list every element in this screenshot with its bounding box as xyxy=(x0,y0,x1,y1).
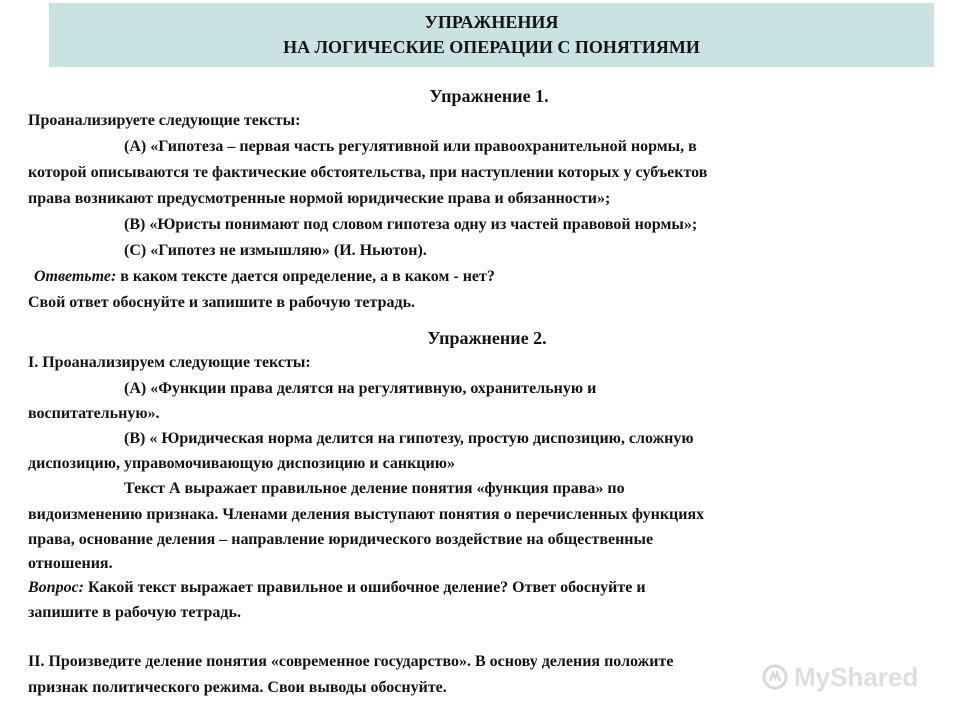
exercise2-question-line2: запишите в рабочую тетрадь. xyxy=(28,604,241,621)
exercise1-intro: Проанализируете следующие тексты: xyxy=(28,112,301,129)
exercise2-text-a-line1: (А) «Функции права делятся на регулятивную, охранительную и xyxy=(124,380,597,397)
question-label: Вопрос: xyxy=(28,579,84,596)
exercise1-text-b: (В) «Юристы понимают под словом гипотеза одну из частей правовой нормы»; xyxy=(124,216,698,233)
exercise1-instruction: Свой ответ обоснуйте и запишите в рабочую тетрадь. xyxy=(28,294,416,311)
header-title-line1: УПРАЖНЕНИЯ xyxy=(424,12,559,32)
exercise2-text-b-line2: диспозицию, управомочивающую диспозицию и санкцию» xyxy=(28,455,455,472)
exercise1-text-c: (С) «Гипотез не измышляю» (И. Ньютон). xyxy=(124,242,427,259)
exercise2-part2-line1: II. Произведите деление понятия «современное государство». В основу деления положите xyxy=(28,653,674,670)
exercise2-title: Упражнение 2. xyxy=(427,328,547,348)
exercise2-text-a-analysis-line4: отношения. xyxy=(28,555,113,572)
exercise2-text-b-line1: (В) « Юридическая норма делится на гипотезу, простую диспозицию, сложную xyxy=(124,430,694,447)
exercise2-question xyxy=(28,576,940,600)
exercise1-title: Упражнение 1. xyxy=(429,86,549,106)
exercise1-text-a-line1: (А) «Гипотеза – первая часть регулятивной или правоохранительной нормы, в xyxy=(124,138,697,155)
exercise2-text-a-analysis-line3: права, основание деления – направление юридического воздействие на общественные xyxy=(28,531,654,548)
exercise1-text-a-line2: которой описываются те фактические обстоятельства, при наступлении которых у субъектов xyxy=(28,164,708,181)
answer-label: Ответьте: xyxy=(34,268,117,285)
exercise1-text-a-line3: права возникают предусмотренные нормой юридические права и обязанности»; xyxy=(28,190,611,207)
exercise1-answer-prompt xyxy=(28,264,940,290)
exercise2-part2-line2: признак политического режима. Свои выводы обоснуйте. xyxy=(28,679,447,696)
myshared-logo-icon xyxy=(762,664,788,690)
watermark-text: MyShared xyxy=(794,661,919,692)
header-title-line2: НА ЛОГИЧЕСКИЕ ОПЕРАЦИИ С ПОНЯТИЯМИ xyxy=(283,37,700,57)
question-text: Какой текст выражает правильное и ошибочное деление? Ответ обоснуйте и xyxy=(84,579,646,596)
exercise2-intro: I. Проанализируем следующие тексты: xyxy=(28,354,311,371)
slide-header xyxy=(49,3,934,67)
exercise2-text-a-analysis-line2: видоизменению признака. Членами деления выступают понятия о перечисленных функциях xyxy=(28,506,705,523)
spacer xyxy=(28,626,940,649)
exercise2-text-a-line2: воспитательную». xyxy=(28,405,160,422)
myshared-watermark xyxy=(762,660,927,694)
exercise2-text-a-analysis-line1: Текст А выражает правильное деление понятия «функция права» по xyxy=(124,480,625,497)
answer-question: в каком тексте дается определение, а в каком - нет? xyxy=(116,268,495,285)
slide-content xyxy=(28,82,940,701)
